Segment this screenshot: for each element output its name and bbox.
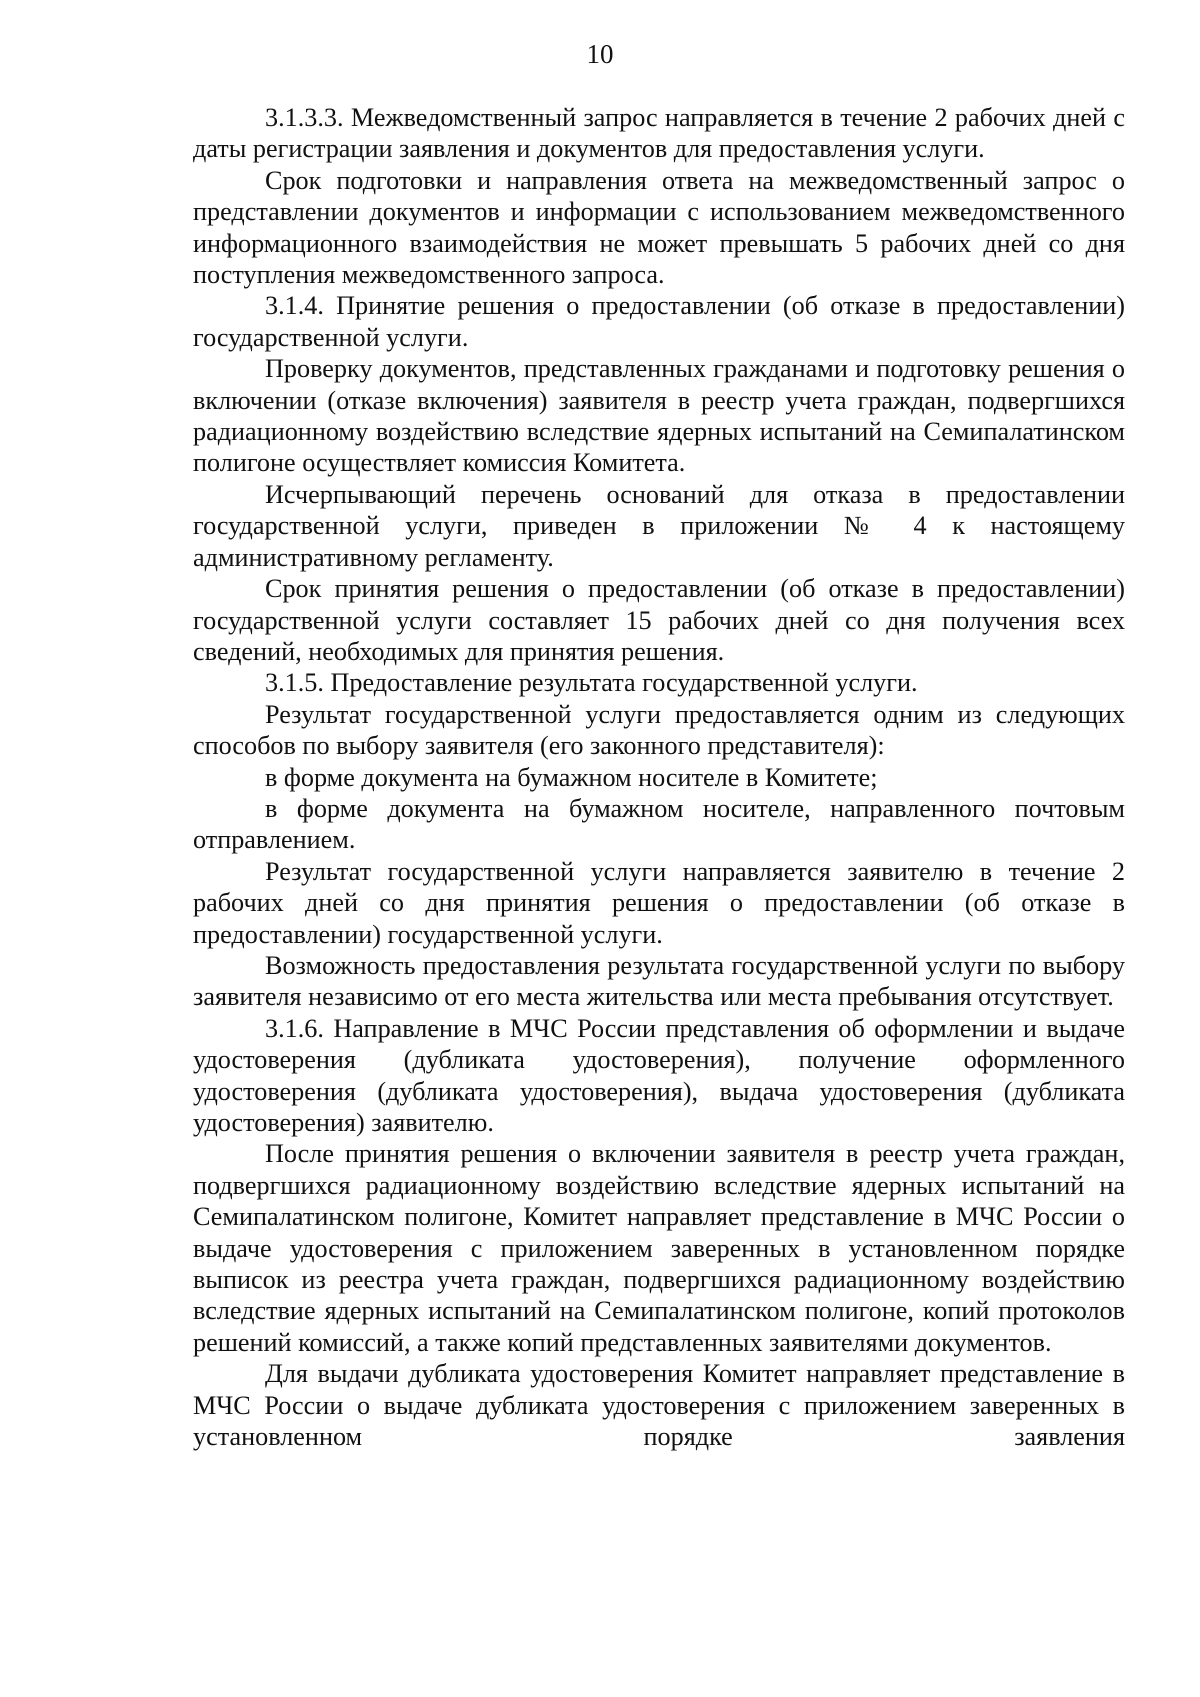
paragraph-decision-deadline: Срок принятия решения о предоставлении (об отказе в предоставлении) государственной услуги составляет 15 рабочих дней со дня получения всех сведений, необходимых для принятия решения. [193,574,1125,666]
paragraph-3-1-5-heading: 3.1.5. Предоставление результата государственной услуги. [265,668,918,698]
paragraph-after-decision: После принятия решения о включении заявителя в реестр учета граждан, подвергшихся радиационному воздействию вследствие ядерных испытаний на Семипалатинском полигоне, Комитет направляет представление в МЧС России о выдаче удостоверения с приложением заверенных в установленном порядке выписок из реестра учета граждан, подвергшихся радиационному воздействию вследствие ядерных испытаний на Семипалатинском полигоне, копий протоколов решений комиссий, а также копий представленных заявителями документов. [193,1139,1125,1357]
paragraph-3-1-6-heading: 3.1.6. Направление в МЧС России представления об оформлении и выдаче удостоверения (дубликата удостоверения), получение оформленного удостоверения (дубликата удостоверения), выдача удостоверения (дубликата удостоверения) заявителю. [193,1013,1125,1137]
paragraph-document-check: Проверку документов, представленных гражданами и подготовку решения о включении (отказе включения) заявителя в реестр учета граждан, подвергшихся радиационному воздействию вследствие ядерных испытаний на Семипалатинском полигоне осуществляет комиссия Комитета. [193,354,1125,478]
paragraph-refusal-grounds: Исчерпывающий перечень оснований для отказа в предоставлении государственной услуги, приведен в приложении № 4 к настоящему административному регламенту. [193,479,1125,572]
paragraph-method-paper-mail: в форме документа на бумажном носителе, направленного почтовым отправлением. [193,793,1125,855]
paragraph-3-1-3-3: 3.1.3.3. Межведомственный запрос направляется в течение 2 рабочих дней с даты регистрации заявления и документов для предоставления услуги. [193,103,1125,164]
paragraph-response-deadline: Срок подготовки и направления ответа на межведомственный запрос о представлении документов и информации с использованием межведомственного информационного взаимодействия не может превышать 5 рабочих дней со дня поступления межведомственного запроса. [193,165,1125,290]
paragraph-duplicate-issuance: Для выдачи дубликата удостоверения Комитет направляет представление в МЧС России о выдаче дубликата удостоверения с приложением заверенных в установленном порядке заявления [193,1359,1125,1452]
paragraph-result-location-note: Возможность предоставления результата государственной услуги по выбору заявителя независимо от его места жительства или места пребывания отсутствует. [193,950,1125,1012]
paragraph-result-sending-deadline: Результат государственной услуги направляется заявителю в течение 2 рабочих дней со дня принятия решения о предоставлении (об отказе в предоставлении) государственной услуги. [193,856,1125,949]
paragraph-result-methods: Результат государственной услуги предоставляется одним из следующих способов по выбору заявителя (его законного представителя): [193,699,1125,761]
paragraph-3-1-4-heading: 3.1.4. Принятие решения о предоставлении (об отказе в предоставлении) государственной услуги. [193,291,1125,352]
page-number: 10 [586,39,614,69]
document-body [193,102,1125,1452]
paragraph-method-paper-committee: в форме документа на бумажном носителе в Комитете; [265,762,878,792]
